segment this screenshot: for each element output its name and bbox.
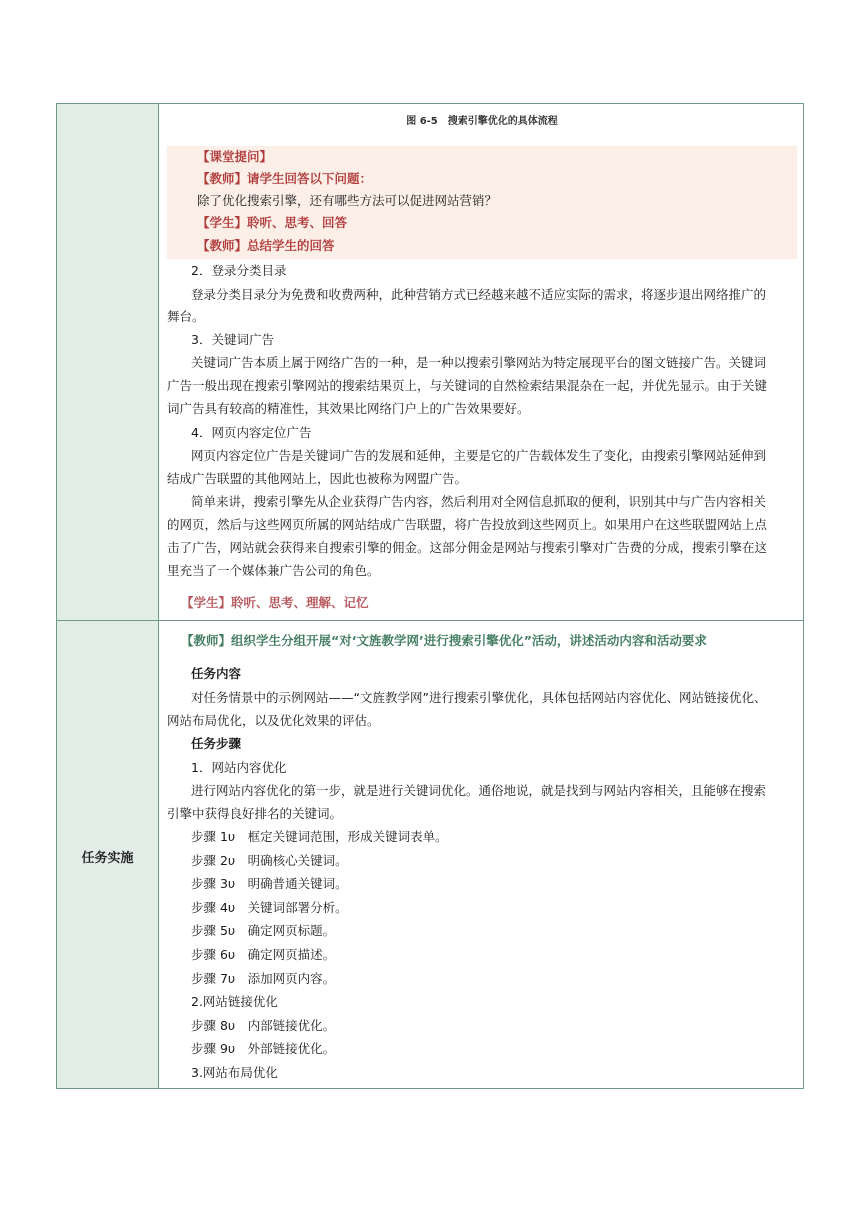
student-top-line: 【学生】聆听、思考、理解、记忆: [181, 595, 369, 610]
teacher-prompt: 【教师】请学生回答以下问题：: [197, 171, 373, 186]
s2-heading: 2.网站链接优化: [191, 994, 278, 1009]
section3-heading: 3．关键词广告: [191, 332, 274, 347]
document-table: [56, 103, 804, 1089]
step-item: 步骤 3υ 明确普通关键词。: [191, 876, 348, 891]
section2-heading: 2．登录分类目录: [191, 263, 287, 278]
task-steps-heading: 任务步骤: [191, 736, 242, 751]
s1-heading: 1．网站内容优化: [191, 760, 287, 775]
task-content-heading: 任务内容: [191, 666, 242, 681]
section3-line: 关键词广告本质上属于网络广告的一种，是一种以搜索引擎网站为特定展现平台的图文链接广告。关键词: [191, 355, 767, 370]
section4-line: 网页内容定位广告是关键词广告的发展和延伸，主要是它的广告载体发生了变化，由搜索引擎网站延伸到: [191, 448, 767, 463]
s3-heading: 3.网站布局优化: [191, 1065, 278, 1080]
step-item: 步骤 9υ 外部链接优化。: [191, 1041, 336, 1056]
label-column: [57, 104, 159, 1088]
section4-line: 简单来讲，搜索引擎先从企业获得广告内容，然后利用对全网信息抓取的便利，识别其中与广告内容相关: [191, 494, 767, 509]
section3-line: 词广告具有较高的精准性，其效果比网络门户上的广告效果要好。: [167, 401, 530, 416]
task-content-line: 网站布局优化，以及优化效果的评估。: [167, 713, 380, 728]
section4-line: 的网页，然后与这些网页所属的网站结成广告联盟，将广告投放到这些网页上。如果用户在这些联盟网站上点: [167, 517, 768, 532]
label-cell-top: [57, 104, 158, 621]
teacher-task-line: 【教师】组织学生分组开展“对‘文旌教学网’进行搜索引擎优化”活动，讲述活动内容和活动要求: [181, 633, 707, 648]
section4-line: 击了广告，网站就会获得来自搜索引擎的佣金。这部分佣金是网站与搜索引擎对广告费的分成，搜索引擎在这: [167, 540, 768, 555]
label-cell-task: [57, 621, 158, 1088]
classroom-title: 【课堂提问】: [197, 149, 273, 164]
teacher-summary: 【教师】总结学生的回答: [197, 238, 335, 253]
s1-line: 引擎中获得良好排名的关键词。: [167, 806, 343, 821]
row-divider: [159, 620, 803, 621]
task-content-line: 对任务情景中的示例网站——“文旌教学网”进行搜索引擎优化，具体包括网站内容优化、网站链接优化、: [191, 690, 767, 705]
step-item: 步骤 1υ 框定关键词范围，形成关键词表单。: [191, 829, 448, 844]
step-item: 步骤 7υ 添加网页内容。: [191, 971, 336, 986]
task-implementation-label: 任务实施: [81, 851, 134, 866]
step-item: 步骤 6υ 确定网页描述。: [191, 947, 336, 962]
student-answer: 【学生】聆听、思考、回答: [197, 215, 348, 230]
step-item: 步骤 2υ 明确核心关键词。: [191, 853, 348, 868]
section4-heading: 4．网页内容定位广告: [191, 425, 312, 440]
section4-line: 结成广告联盟的其他网站上，因此也被称为网盟广告。: [167, 471, 468, 486]
s1-line: 进行网站内容优化的第一步，就是进行关键词优化。通俗地说，就是找到与网站内容相关，且能够在搜索: [191, 783, 767, 798]
step-item: 步骤 5υ 确定网页标题。: [191, 923, 336, 938]
section2-line: 登录分类目录分为免费和收费两种，此种营销方式已经越来越不适应实际的需求，将逐步退出网络推广的: [191, 287, 767, 302]
step-item: 步骤 4υ 关键词部署分析。: [191, 900, 348, 915]
figure-caption: 图 6-5 搜索引擎优化的具体流程: [406, 116, 558, 127]
section4-line: 里充当了一个媒体兼广告公司的角色。: [167, 563, 380, 578]
question-text: 除了优化搜索引擎，还有哪些方法可以促进网站营销？: [197, 193, 498, 208]
step-item: 步骤 8υ 内部链接优化。: [191, 1018, 336, 1033]
section3-line: 广告一般出现在搜索引擎网站的搜索结果页上，与关键词的自然检索结果混杂在一起，并优先显示。由于关键: [167, 378, 768, 393]
section2-line: 舞台。: [167, 309, 205, 324]
